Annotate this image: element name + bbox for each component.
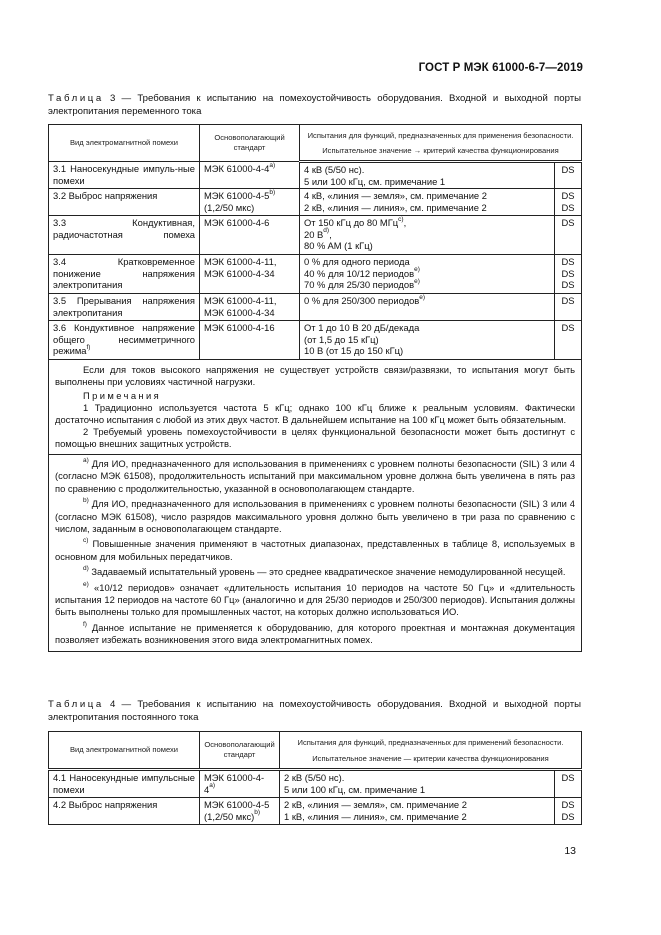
- table3-notes-row: [49, 360, 582, 455]
- phenomenon-cell: 3.4 Кратковременное понижение напряжения электропитания: [49, 255, 200, 294]
- table4-header-row: [49, 732, 582, 752]
- values-cell: 2 кВ (5/50 нс). 5 или 100 кГц, см. примечание 1: [280, 770, 555, 798]
- criteria-cell: DS DS DS: [555, 255, 582, 294]
- table4-header-criteria: Испытательное значение — критерии качества функционирования: [280, 751, 582, 769]
- table3-header-criteria: Испытательное значение → критерий качества функционирования: [300, 144, 582, 162]
- standard-cell: МЭК 61000-4-4$^{a)}$: [200, 770, 280, 798]
- values-cell: 0 % для одного периода 40 % для 10/12 периодов$^{e)}$ 70 % для 25/30 периодов$^{e)}$: [300, 255, 555, 294]
- values-cell: От 150 кГц до 80 МГц$^{c)}$, 20 $В^{d)}$, 80 % AM (1 кГц): [300, 216, 555, 255]
- table-row: [49, 216, 582, 255]
- table3-caption-number: 3: [110, 93, 116, 104]
- criteria-cell: DS: [555, 216, 582, 255]
- phenomenon-cell: 3.5 Прерывания напряжения электропитания: [49, 294, 200, 321]
- criteria-cell: DS DS: [555, 798, 582, 825]
- table3-header-tests: Испытания для функций, предназначенных для применения безопасности.: [300, 125, 582, 144]
- note-1: 1 Традиционно используется частота 5 кГц; однако 100 кГц ближе к реальным условиям. Фактически достаточно испытания с любой из этих двух частот. В дальнейшем испытание на 100 кГц может быть обязательным.: [55, 402, 576, 425]
- table3-header-standard: Основополагающий стандарт: [200, 125, 300, 162]
- footnote-d: $^{d)}$ Задаваемый испытательный уровень — это среднее квадратическое значение немодулированной несущей.: [83, 565, 566, 578]
- table3-caption-label: Таблица: [48, 93, 104, 104]
- values-cell: 4 кВ, «линия — земля», см. примечание 2 2 кВ, «линия — линия», см. примечание 2: [300, 189, 555, 216]
- standard-header: ГОСТ Р МЭК 61000-6-7—2019: [418, 62, 583, 74]
- phenomenon-cell: 3.6 Кондуктивное напряжение общего несимметричного режима$^{f)}$: [49, 321, 200, 360]
- table-row: [49, 162, 582, 189]
- footnote-c: $^{c)}$ Повышенные значения применяют в частотных диапазонах, представленных в таблице 8, используемых в основном для мобильных передатчиков.: [55, 537, 576, 562]
- criteria-cell: DS: [555, 770, 582, 798]
- table4-caption-text: — Требования к испытанию на помехоустойчивость оборудования. Входной и выходной порты электропитания постоянного тока: [48, 699, 581, 723]
- note-2: 2 Требуемый уровень помехоустойчивости в целях функциональной безопасности может быть достигнут с помощью внешних защитных устройств.: [55, 426, 576, 449]
- table4-header-phenomenon: Вид электромагнитной помехи: [49, 732, 200, 770]
- footnote-b: $^{b)}$ Для ИО, предназначенного для использования в применениях с уровнем полноты безопасности (SIL) 3 или 4 (согласно МЭК 61508), число разрядов максимального уровня должно быть увеличено в три раза по сравнению с числом, заданным в основополагающем стандарте.: [55, 497, 576, 535]
- table4-caption-label: Таблица: [48, 699, 104, 710]
- general-note: Если для токов высокого напряжения не существует устройств связи/развязки, то испытания могут быть выполнены при условиях частичной нагрузки.: [55, 364, 576, 387]
- table3: [48, 124, 582, 652]
- standard-cell: МЭК 61000-4-16: [200, 321, 300, 360]
- notes-title: Примечания: [83, 390, 162, 401]
- phenomenon-cell: 4.1 Наносекундные импульсные помехи: [49, 770, 200, 798]
- table3-notes: [49, 360, 582, 455]
- footnote-a: $^{a)}$ Для ИО, предназначенного для использования в применениях с уровнем полноты безопасности (SIL) 3 или 4 (согласно МЭК 61508), продолжительность испытаний при максимальном уровне должна быть увеличена в пять раз по сравнению с продолжительностью, указанной в основополагающем стандарте.: [55, 456, 576, 494]
- phenomenon-cell: 3.3 Кондуктивная, радиочастотная помеха: [49, 216, 200, 255]
- standard-cell: МЭК 61000-4-4$^{a)}$: [200, 162, 300, 189]
- criteria-cell: DS: [555, 321, 582, 360]
- table-row: [49, 294, 582, 321]
- values-cell: 0 % для 250/300 периодов$^{e)}$: [300, 294, 555, 321]
- standard-cell: МЭК 61000-4-5 (1,2/50 мкс)$^{b)}$: [200, 798, 280, 825]
- standard-cell: МЭК 61000-4-11, МЭК 61000-4-34: [200, 294, 300, 321]
- standard-cell: МЭК 61000-4-6: [200, 216, 300, 255]
- table-row: [49, 189, 582, 216]
- table-row: [49, 770, 582, 798]
- phenomenon-cell: 4.2 Выброс напряжения: [49, 798, 200, 825]
- table3-caption: [48, 92, 581, 118]
- table3-footnotes: [49, 455, 582, 652]
- values-cell: 4 кВ (5/50 нс). 5 или 100 кГц, см. примечание 1: [300, 162, 555, 189]
- table-row: [49, 321, 582, 360]
- phenomenon-cell: 3.2 Выброс напряжения: [49, 189, 200, 216]
- table4-header-tests: Испытания для функций, предназначенных для применений безопасности.: [280, 732, 582, 752]
- table3-header-row: [49, 125, 582, 144]
- table3-header-phenomenon: Вид электромагнитной помехи: [49, 125, 200, 162]
- table3-footnotes-row: [49, 455, 582, 652]
- criteria-cell: DS: [555, 162, 582, 189]
- values-cell: От 1 до 10 В 20 дБ/декада (от 1,5 до 15 кГц) 10 В (от 15 до 150 кГц): [300, 321, 555, 360]
- criteria-cell: DS DS: [555, 189, 582, 216]
- standard-cell: МЭК 61000-4-11, МЭК 61000-4-34: [200, 255, 300, 294]
- phenomenon-cell: 3.1 Наносекундные импуль-ные помехи: [49, 162, 200, 189]
- table4-caption-number: 4: [110, 699, 116, 710]
- standard-cell: МЭК 61000-4-5$^{b)}$ (1,2/50 мкс): [200, 189, 300, 216]
- table4-caption: [48, 698, 581, 724]
- table-row: [49, 255, 582, 294]
- page-number: 13: [564, 845, 576, 857]
- footnote-e: $^{e)}$ «10/12 периодов» означает «длительность испытания 10 периодов на частоте 50 Гц» и «длительность испытания 12 периодов на частоте 60 Гц» (аналогично и для 25/30 периодов и 250/300 периодов). Испытания должны быть выполнены только для промышленных частот, на которых должно использоваться ИО.: [55, 580, 576, 618]
- values-cell: 2 кВ, «линия — земля», см. примечание 2 1 кВ, «линия — линия», см. примечание 2: [280, 798, 555, 825]
- table-row: [49, 798, 582, 825]
- table3-caption-text: — Требования к испытанию на помехоустойчивость оборудования. Входной и выходной порты электропитания переменного тока: [48, 93, 581, 117]
- table4-header-standard: Основополагающий стандарт: [200, 732, 280, 770]
- criteria-cell: DS: [555, 294, 582, 321]
- table4: [48, 731, 582, 825]
- footnote-f: $^{f)}$ Данное испытание не применяется к оборудованию, для которого проектная и монтажная документация позволяет избежать возникновения этого вида электромагнитных помех.: [55, 620, 576, 646]
